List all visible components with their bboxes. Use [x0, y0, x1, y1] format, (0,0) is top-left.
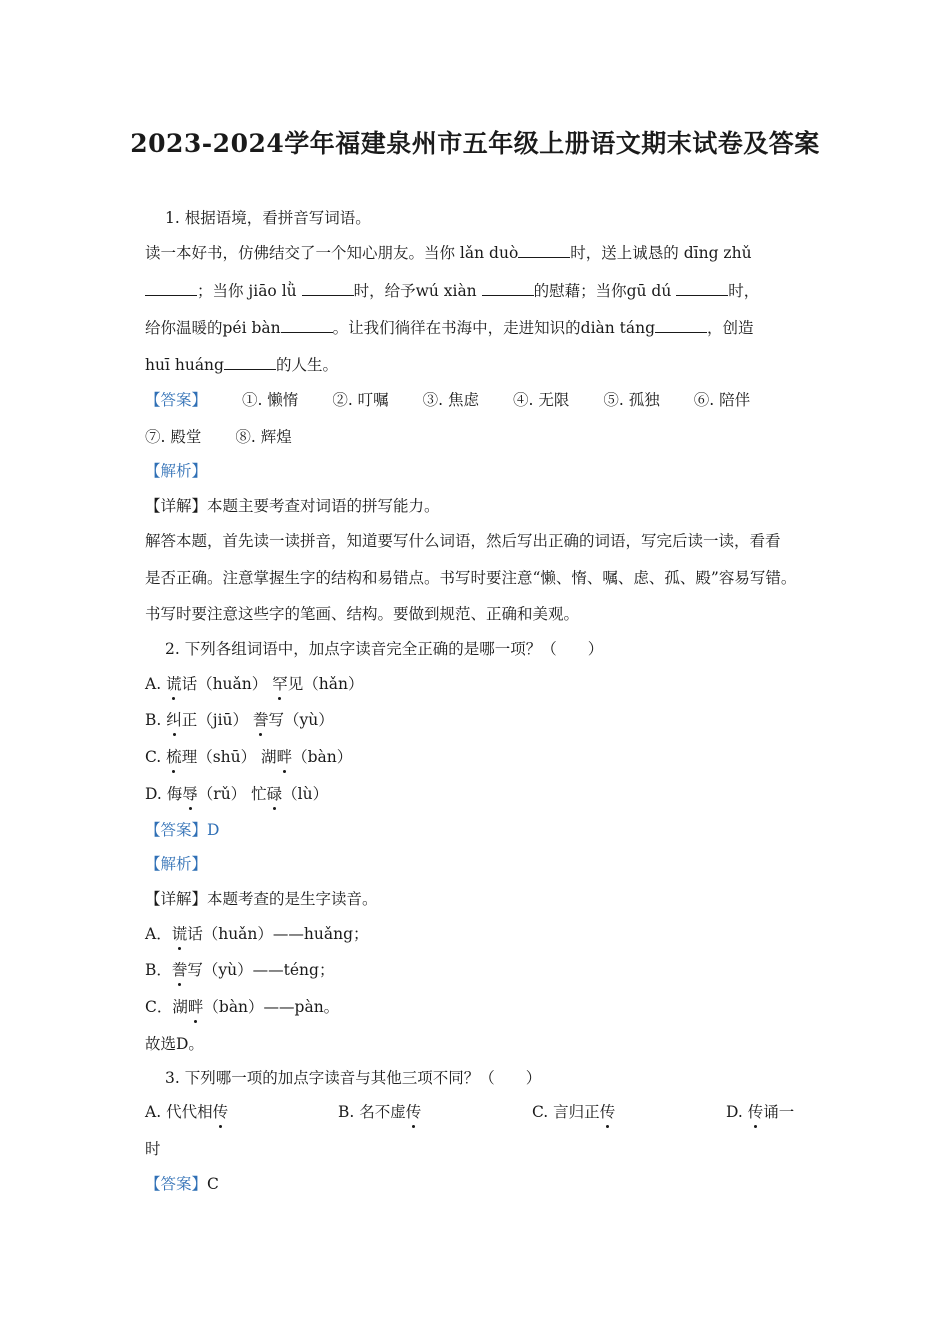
question-3-option-b: B. 名不虚传	[338, 1103, 422, 1121]
question-2-explanation-c: C．湖畔（bàn）——pàn。	[145, 998, 340, 1016]
answer-blank	[224, 354, 276, 370]
question-3-option-c: C. 言归正传	[532, 1103, 616, 1121]
question-2-option-c: C. 梳理（shū） 湖畔（bàn）	[145, 748, 353, 766]
question-2-option-a: A. 谎话（huǎn） 罕见（hǎn）	[145, 675, 364, 693]
question-2-explanation-a: A．谎话（huǎn）——huǎng；	[145, 925, 369, 943]
question-1-passage-line-4: huī huáng 的人生。	[145, 356, 338, 374]
question-1-explanation-line-3: 书写时要注意这些字的笔画、结构。要做到规范、正确和美观。	[145, 605, 580, 623]
question-1-explanation-line-2: 是否正确。注意掌握生字的结构和易错点。书写时要注意“懒、惰、嘱、虑、孤、殿”容易写错。	[145, 569, 797, 587]
answer-tag: 【答案】	[145, 391, 208, 409]
answer-blank	[482, 280, 534, 296]
question-3-answer: 【答案】C	[145, 1175, 219, 1193]
question-3-option-d-wrap: 时	[145, 1140, 161, 1158]
answer-blank	[676, 280, 728, 296]
question-1-passage-line-3: 给你温暖的péi bàn 。让我们徜徉在书海中，走进知识的diàn táng ，创造	[145, 319, 754, 337]
question-1-stem: 1. 根据语境，看拼音写词语。	[165, 209, 371, 227]
question-2-option-d: D. 侮辱（rǔ） 忙碌（lù）	[145, 785, 329, 803]
question-3-stem: 3. 下列哪一项的加点字读音与其他三项不同？（ ）	[165, 1069, 542, 1087]
analysis-tag: 【解析】	[145, 462, 208, 480]
document-title: 2023-2024学年福建泉州市五年级上册语文期末试卷及答案	[130, 129, 820, 158]
question-2-answer: 【答案】D	[145, 821, 220, 839]
question-1-answer-row-1: 【答案】 ①. 懒惰 ②. 叮嘱 ③. 焦虑 ④. 无限 ⑤. 孤独 ⑥. 陪伴	[145, 391, 751, 409]
question-1-explanation-line-1: 解答本题，首先读一读拼音，知道要写什么词语，然后写出正确的词语，写完后读一读，看看	[145, 532, 781, 550]
question-3-option-a: A. 代代相传	[145, 1103, 229, 1121]
analysis-tag: 【解析】	[145, 855, 208, 873]
question-2-conclusion: 故选D。	[145, 1035, 204, 1053]
question-1-answer-row-2: ⑦. 殿堂 ⑧. 辉煌	[145, 428, 292, 446]
answer-blank	[302, 280, 354, 296]
answer-blank	[145, 280, 197, 296]
question-1-passage-line-1: 读一本好书，仿佛结交了一个知心朋友。当你 lǎn duò 时，送上诚恳的 dīng zhǔ	[145, 244, 752, 262]
question-2-option-b: B. 纠正（jiū） 誊写（yù）	[145, 711, 334, 729]
question-1-passage-line-2: ；当你 jiāo lǜ 时，给予wú xiàn 的慰藉；当你gū dú 时，	[145, 280, 815, 302]
answer-blank	[518, 242, 570, 258]
question-2-explanation-b: B．誊写（yù）——téng；	[145, 961, 335, 979]
question-2-stem: 2. 下列各组词语中，加点字读音完全正确的是哪一项？（ ）	[165, 640, 604, 658]
question-3-option-d: D. 传诵一	[726, 1103, 795, 1121]
question-1-detail: 【详解】本题主要考查对词语的拼写能力。	[145, 497, 440, 515]
answer-blank	[281, 317, 333, 333]
question-2-detail: 【详解】本题考查的是生字读音。	[145, 890, 378, 908]
answer-blank	[655, 317, 707, 333]
